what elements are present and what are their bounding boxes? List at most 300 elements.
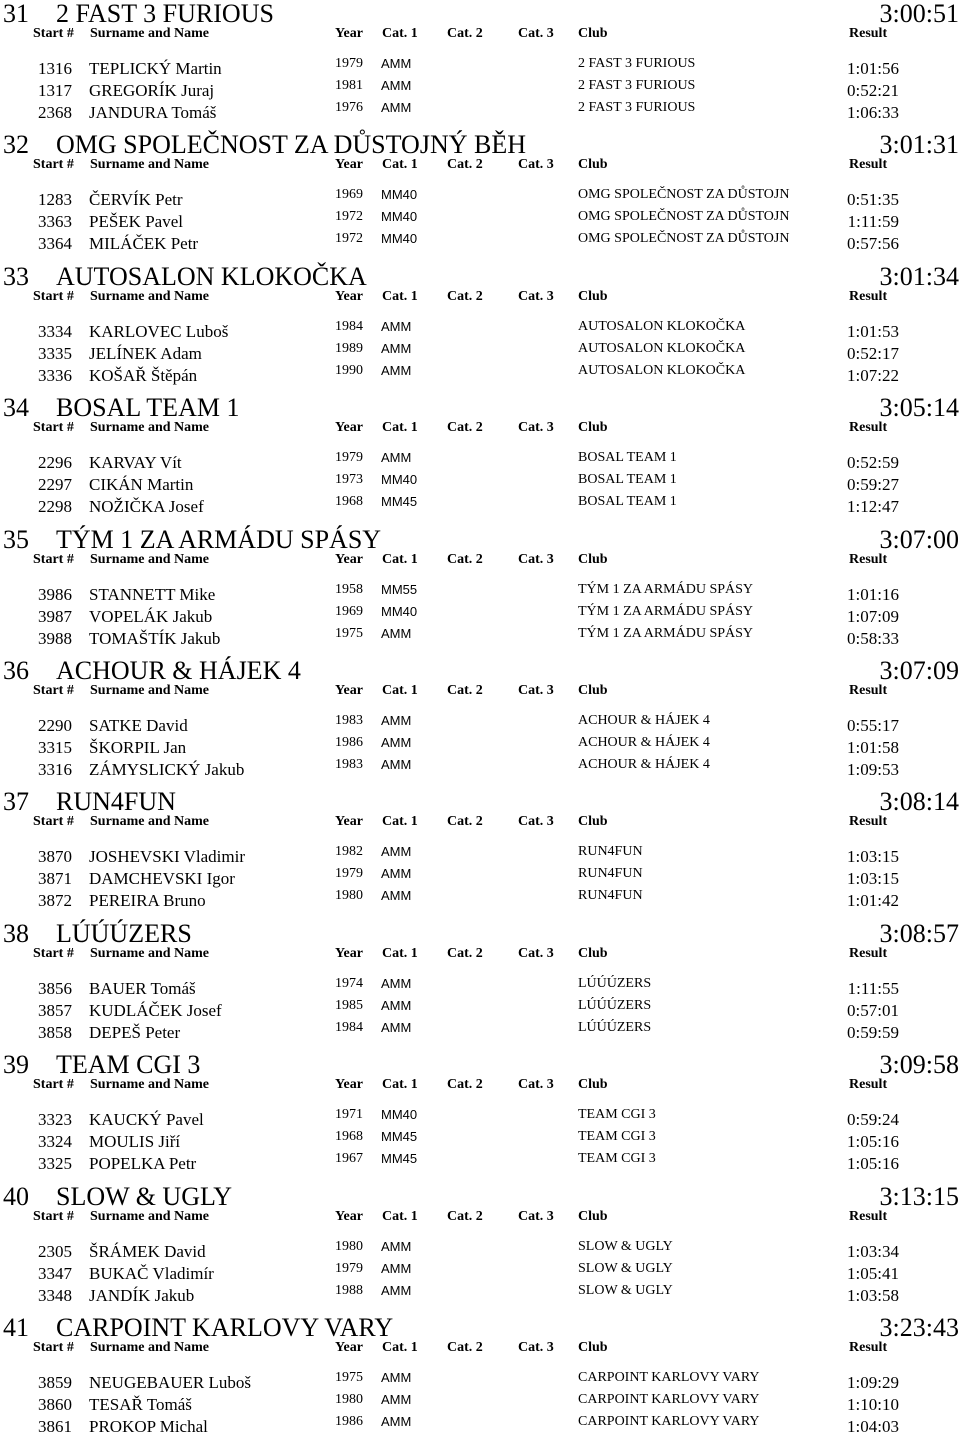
runner-club: BOSAL TEAM 1 [578,472,677,488]
runner-club: TÝM 1 ZA ARMÁDU SPÁSY [578,603,754,619]
runner-row [0,1282,960,1304]
runner-category: AMM [381,362,412,378]
column-cat1: Cat. 1 [382,945,418,961]
runner-year: 1980 [335,1238,363,1254]
column-club: Club [578,1077,608,1093]
runner-result: 1:03:15 [847,869,899,889]
runner-year: 1980 [335,888,363,904]
runner-name: TEPLICKÝ Martin [89,59,222,78]
column-start: Start # [33,551,74,567]
runner-name: PROKOP Michal [89,1416,208,1436]
column-club: Club [578,288,608,304]
runner-club: ACHOUR & HÁJEK 4 [578,756,710,772]
runner-year: 1971 [335,1107,363,1123]
runner-row [0,712,960,734]
column-start: Start # [33,420,74,436]
runner-row [0,1391,960,1413]
column-result: Result [849,157,888,173]
runner-category: AMM [381,1238,412,1254]
column-year: Year [335,420,363,436]
column-start: Start # [33,288,74,304]
column-cat1: Cat. 1 [382,1339,418,1355]
column-cat1: Cat. 1 [382,288,418,304]
runner-row [0,734,960,756]
runner-club: SLOW & UGLY [578,1260,673,1276]
column-cat1: Cat. 1 [382,814,418,830]
column-header [0,945,960,963]
column-club: Club [578,26,608,41]
team-rank: 37 [3,787,29,817]
runner-club: 2 FAST 3 FURIOUS [578,100,696,115]
runner-name: VOPELÁK Jakub [89,606,213,626]
runner-result: 0:57:56 [847,234,899,254]
runner-year: 1979 [335,1260,363,1276]
runner-year: 1969 [335,187,363,203]
runner-name: ŠKORPIL Jan [89,737,187,757]
column-name: Surname and Name [90,682,210,698]
column-cat2: Cat. 2 [447,288,483,304]
runner-year: 1984 [335,1019,363,1035]
column-year: Year [335,682,363,698]
runner-club: SLOW & UGLY [578,1282,673,1298]
runner-category: AMM [381,712,412,728]
column-cat2: Cat. 2 [447,945,483,961]
column-club: Club [578,551,608,567]
runner-name: PEREIRA Bruno [89,891,206,911]
column-cat1: Cat. 1 [382,1208,418,1224]
team-block [0,917,960,1048]
column-cat3: Cat. 3 [518,1077,554,1093]
runner-club: RUN4FUN [578,844,643,860]
runner-start-number: 3316 [38,759,72,779]
runner-row [0,340,960,362]
runner-category: AMM [381,56,412,71]
runner-start-number: 3323 [38,1110,72,1130]
runner-name: CIKÁN Martin [89,475,194,495]
column-cat3: Cat. 3 [518,26,554,41]
runner-name: TESAŘ Tomáš [89,1394,192,1414]
team-time: 3:07:00 [879,524,959,554]
runner-year: 1968 [335,1129,363,1145]
runner-year: 1975 [335,1369,363,1385]
runner-row [0,471,960,493]
column-name: Surname and Name [90,1339,210,1355]
runner-club: TÝM 1 ZA ARMÁDU SPÁSY [578,625,754,641]
column-club: Club [578,814,608,830]
column-start: Start # [33,1077,74,1093]
runner-name: ČERVÍK Petr [89,190,183,210]
runner-club: OMG SPOLEČNOST ZA DŮSTOJN [578,187,790,203]
team-block [0,0,960,128]
runner-club: ACHOUR & HÁJEK 4 [578,734,710,750]
runner-row [0,887,960,909]
column-year: Year [335,1339,363,1355]
column-start: Start # [33,945,74,961]
runner-row [0,493,960,515]
runner-result: 1:06:33 [847,103,899,122]
column-result: Result [849,288,888,304]
column-name: Surname and Name [90,1077,210,1093]
column-start: Start # [33,157,74,173]
team-name: LÚÚÚZERS [56,918,192,948]
runner-result: 0:59:27 [847,475,899,495]
runner-start-number: 3857 [38,1000,72,1020]
runner-name: JOSHEVSKI Vladimir [89,847,245,867]
runner-name: BUKAČ Vladimír [89,1263,214,1283]
runner-start-number: 2297 [38,475,72,495]
runner-start-number: 3856 [38,978,72,998]
runner-category: AMM [381,756,412,772]
runner-year: 1985 [335,997,363,1013]
runner-result: 1:05:16 [847,1132,899,1152]
runner-year: 1958 [335,581,363,597]
runner-category: MM55 [381,581,418,597]
runner-name: JANDURA Tomáš [89,103,217,122]
column-year: Year [335,1077,363,1093]
runner-category: MM40 [381,209,418,225]
runner-club: 2 FAST 3 FURIOUS [578,78,696,93]
runner-row [0,362,960,384]
team-time: 3:05:14 [879,393,959,423]
team-name: AUTOSALON KLOKOČKA [56,261,367,291]
runner-club: CARPOINT KARLOVY VARY [578,1391,760,1407]
runner-club: SLOW & UGLY [578,1238,673,1254]
runner-category: MM40 [381,472,418,488]
team-block [0,1311,960,1442]
team-block [0,785,960,916]
team-name: TÝM 1 ZA ARMÁDU SPÁSY [56,524,382,554]
runner-name: POPELKA Petr [89,1154,197,1174]
runner-result: 1:01:53 [847,321,899,341]
runner-club: BOSAL TEAM 1 [578,494,677,510]
column-year: Year [335,288,363,304]
column-year: Year [335,814,363,830]
team-block [0,1048,960,1179]
runner-club: LÚÚÚZERS [578,1019,652,1035]
column-result: Result [849,1339,888,1355]
team-block [0,128,960,259]
runner-start-number: 3860 [38,1394,72,1414]
runner-category: AMM [381,450,412,466]
runner-category: AMM [381,844,412,860]
team-rank: 36 [3,655,29,685]
column-year: Year [335,26,363,41]
runner-name: NEUGEBAUER Luboš [89,1372,251,1392]
team-block [0,260,960,391]
runner-year: 1983 [335,756,363,772]
column-header [0,551,960,569]
column-result: Result [849,420,888,436]
column-cat2: Cat. 2 [447,682,483,698]
runner-club: TEAM CGI 3 [578,1107,656,1123]
runner-year: 1972 [335,209,363,225]
runner-club: OMG SPOLEČNOST ZA DŮSTOJN [578,209,790,225]
runner-result: 1:03:58 [847,1285,899,1305]
runner-row [0,186,960,208]
runner-row [0,997,960,1019]
runner-category: AMM [381,100,412,115]
column-cat1: Cat. 1 [382,157,418,173]
runner-category: MM45 [381,1129,418,1145]
runner-name: JANDÍK Jakub [89,1285,195,1305]
runner-result: 0:52:59 [847,453,899,473]
runner-result: 1:01:16 [847,584,899,604]
team-name: BOSAL TEAM 1 [56,393,240,423]
column-cat1: Cat. 1 [382,1077,418,1093]
runner-category: AMM [381,1391,412,1407]
column-cat3: Cat. 3 [518,945,554,961]
team-rank: 41 [3,1312,29,1342]
column-header [0,813,960,831]
team-name: SLOW & UGLY [56,1181,233,1211]
column-cat2: Cat. 2 [447,1077,483,1093]
runner-club: OMG SPOLEČNOST ZA DŮSTOJN [578,231,790,247]
column-result: Result [849,1208,888,1224]
runner-name: TOMAŠTÍK Jakub [89,628,221,648]
column-name: Surname and Name [90,551,210,567]
column-result: Result [849,1077,888,1093]
runner-start-number: 3861 [38,1416,72,1436]
column-name: Surname and Name [90,1208,210,1224]
team-rank: 31 [3,0,29,28]
column-cat3: Cat. 3 [518,288,554,304]
runner-result: 1:09:53 [847,759,899,779]
runner-year: 1986 [335,1413,363,1429]
runner-name: STANNETT Mike [89,584,216,604]
runner-year: 1967 [335,1151,363,1167]
team-name: TEAM CGI 3 [56,1050,201,1080]
runner-name: SATKE David [89,715,188,735]
team-time: 3:08:57 [879,918,959,948]
runner-start-number: 3325 [38,1154,72,1174]
runner-result: 1:12:47 [847,497,899,517]
runner-year: 1984 [335,318,363,334]
column-result: Result [849,945,888,961]
runner-start-number: 3348 [38,1285,72,1305]
team-time: 3:01:34 [879,261,959,291]
column-cat3: Cat. 3 [518,420,554,436]
column-name: Surname and Name [90,420,210,436]
runner-result: 1:05:16 [847,1154,899,1174]
runner-result: 1:11:59 [847,212,899,232]
column-name: Surname and Name [90,26,210,41]
runner-result: 0:57:01 [847,1000,899,1020]
column-header [0,288,960,306]
runner-row [0,1369,960,1391]
runner-category: MM45 [381,1151,418,1167]
runner-row [0,975,960,997]
team-rank: 33 [3,261,29,291]
column-header [0,25,960,43]
runner-result: 1:07:09 [847,606,899,626]
runner-start-number: 3335 [38,343,72,363]
column-club: Club [578,1339,608,1355]
runner-row [0,318,960,340]
runner-year: 1968 [335,494,363,510]
team-rank: 38 [3,918,29,948]
runner-club: RUN4FUN [578,888,643,904]
runner-club: AUTOSALON KLOKOČKA [578,318,746,334]
team-name: RUN4FUN [56,787,176,817]
column-header [0,1208,960,1226]
column-cat3: Cat. 3 [518,814,554,830]
runner-start-number: 1283 [38,190,72,210]
runner-year: 1988 [335,1282,363,1298]
column-year: Year [335,551,363,567]
column-cat3: Cat. 3 [518,1208,554,1224]
runner-year: 1979 [335,56,363,71]
runner-row [0,603,960,625]
runner-club: CARPOINT KARLOVY VARY [578,1369,760,1385]
runner-category: AMM [381,340,412,356]
runner-category: AMM [381,78,412,93]
runner-year: 1979 [335,866,363,882]
runner-category: AMM [381,866,412,882]
runner-name: KOŠAŘ Štěpán [89,365,198,385]
runner-name: ŠRÁMEK David [89,1241,206,1261]
runner-row [0,581,960,603]
runner-club: 2 FAST 3 FURIOUS [578,56,696,71]
column-cat2: Cat. 2 [447,1339,483,1355]
runner-year: 1981 [335,78,363,93]
runner-start-number: 2298 [38,497,72,517]
team-block [0,391,960,522]
team-rank: 39 [3,1050,29,1080]
runner-start-number: 3870 [38,847,72,867]
runner-club: BOSAL TEAM 1 [578,450,677,466]
runner-result: 1:03:34 [847,1241,899,1261]
runner-club: TÝM 1 ZA ARMÁDU SPÁSY [578,581,754,597]
runner-category: AMM [381,734,412,750]
runner-result: 0:59:59 [847,1022,899,1042]
team-time: 3:08:14 [879,787,959,817]
column-cat3: Cat. 3 [518,157,554,173]
column-club: Club [578,157,608,173]
column-cat2: Cat. 2 [447,420,483,436]
runner-name: MOULIS Jiří [89,1132,181,1152]
runner-category: AMM [381,625,412,641]
runner-name: ZÁMYSLICKÝ Jakub [89,759,245,779]
column-header [0,682,960,700]
runner-name: BAUER Tomáš [89,978,196,998]
column-name: Surname and Name [90,945,210,961]
runner-result: 1:04:03 [847,1416,899,1436]
runner-year: 1974 [335,975,363,991]
runner-year: 1990 [335,362,363,378]
runner-result: 1:01:56 [847,59,899,78]
runner-start-number: 3315 [38,737,72,757]
runner-category: MM45 [381,494,418,510]
column-result: Result [849,551,888,567]
runner-club: LÚÚÚZERS [578,997,652,1013]
runner-name: NOŽIČKA Josef [89,497,204,517]
runner-row [0,1413,960,1435]
column-cat1: Cat. 1 [382,682,418,698]
runner-row [0,756,960,778]
column-club: Club [578,945,608,961]
runner-year: 1972 [335,231,363,247]
runner-row [0,77,960,99]
team-rank: 34 [3,393,29,423]
column-year: Year [335,945,363,961]
column-start: Start # [33,682,74,698]
column-start: Start # [33,1208,74,1224]
runner-start-number: 3324 [38,1132,72,1152]
runner-category: AMM [381,1019,412,1035]
runner-row [0,1019,960,1041]
runner-row [0,55,960,77]
column-year: Year [335,157,363,173]
runner-name: KUDLÁČEK Josef [89,1000,222,1020]
team-name: 2 FAST 3 FURIOUS [56,0,274,28]
runner-year: 1982 [335,844,363,860]
runner-club: TEAM CGI 3 [578,1129,656,1145]
runner-start-number: 1316 [38,59,72,78]
runner-result: 0:59:24 [847,1110,899,1130]
runner-row [0,1150,960,1172]
runner-category: AMM [381,997,412,1013]
runner-start-number: 3334 [38,321,72,341]
team-name: CARPOINT KARLOVY VARY [56,1312,394,1342]
column-result: Result [849,682,888,698]
runner-start-number: 3858 [38,1022,72,1042]
team-time: 3:13:15 [879,1181,959,1211]
column-name: Surname and Name [90,288,210,304]
column-result: Result [849,26,888,41]
column-club: Club [578,682,608,698]
runner-name: MILÁČEK Petr [89,234,199,254]
runner-category: AMM [381,1282,412,1298]
runner-start-number: 2368 [38,103,72,122]
runner-start-number: 3336 [38,365,72,385]
runner-name: KARVAY Vít [89,453,182,473]
column-club: Club [578,1208,608,1224]
runner-row [0,99,960,121]
team-rank: 35 [3,524,29,554]
column-cat2: Cat. 2 [447,26,483,41]
runner-category: MM40 [381,231,418,247]
runner-result: 0:52:17 [847,343,899,363]
column-start: Start # [33,26,74,41]
column-result: Result [849,814,888,830]
runner-year: 1979 [335,450,363,466]
runner-start-number: 3859 [38,1372,72,1392]
runner-club: ACHOUR & HÁJEK 4 [578,712,710,728]
runner-name: PEŠEK Pavel [89,212,183,232]
runner-row [0,843,960,865]
team-block [0,523,960,654]
runner-start-number: 3871 [38,869,72,889]
team-time: 3:09:58 [879,1050,959,1080]
runner-start-number: 3363 [38,212,72,232]
column-cat2: Cat. 2 [447,814,483,830]
runner-year: 1989 [335,340,363,356]
runner-name: DAMCHEVSKI Igor [89,869,235,889]
team-rank: 32 [3,130,29,160]
runner-category: AMM [381,888,412,904]
runner-start-number: 3347 [38,1263,72,1283]
team-block [0,1180,960,1311]
runner-row [0,449,960,471]
runner-result: 0:55:17 [847,715,899,735]
runner-start-number: 2296 [38,453,72,473]
column-start: Start # [33,814,74,830]
column-cat1: Cat. 1 [382,420,418,436]
runner-start-number: 3872 [38,891,72,911]
column-cat3: Cat. 3 [518,1339,554,1355]
runner-club: CARPOINT KARLOVY VARY [578,1413,760,1429]
runner-category: AMM [381,975,412,991]
